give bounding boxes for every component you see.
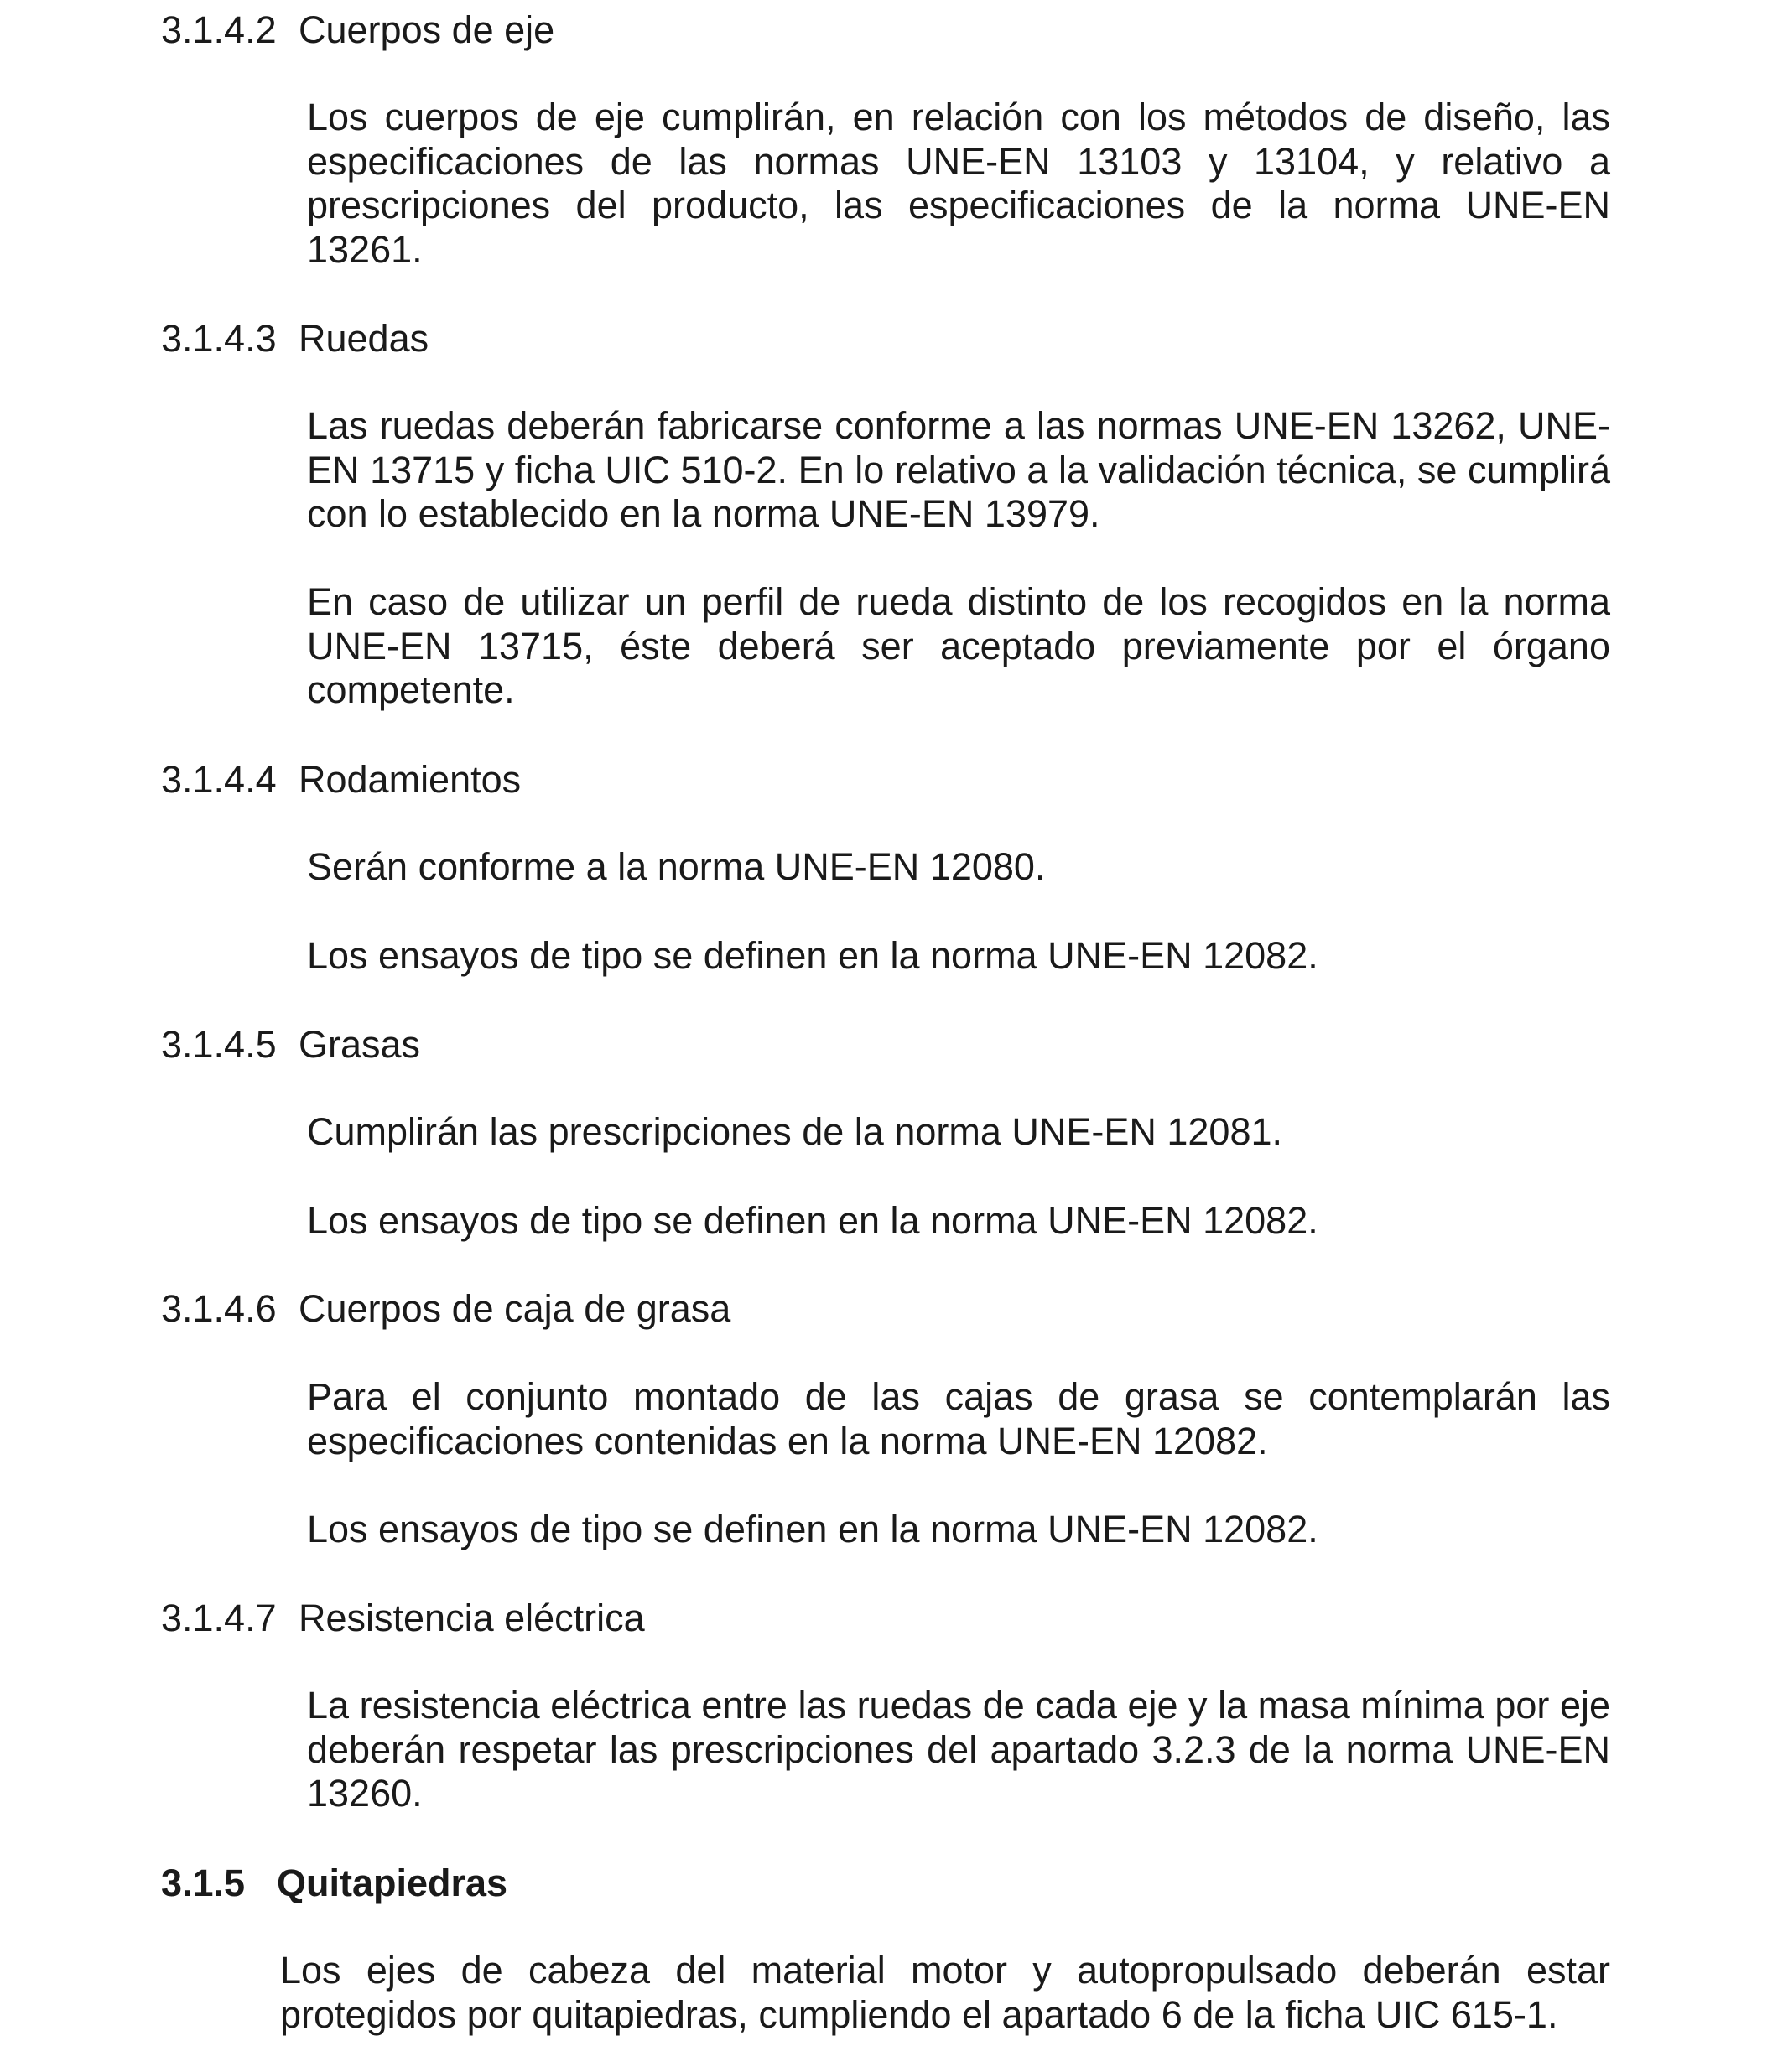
section-number: 3.1.4.3 [161, 317, 277, 360]
section-number: 3.1.5 [161, 1862, 246, 1904]
section-title: Quitapiedras [277, 1862, 508, 1904]
section-paragraph: Serán conforme a la norma UNE-EN 12080. [307, 845, 1046, 888]
section-paragraph: Los ejes de cabeza del material motor y autopropulsado deberán estar protegidos por quitapiedras, cumpliendo el apartado 6 de la ficha UIC 615-1. [280, 1949, 1610, 2036]
section-title: Cuerpos de eje [299, 8, 555, 51]
section-heading [161, 1862, 507, 1905]
section-title: Rodamientos [299, 758, 522, 801]
section-paragraph: Cumplirán las prescripciones de la norma UNE-EN 12081. [307, 1110, 1283, 1153]
section-heading [161, 317, 429, 361]
section-title: Cuerpos de caja de grasa [299, 1287, 731, 1330]
section-paragraph: En caso de utilizar un perfil de rueda distinto de los recogidos en la norma UNE-EN 13715, éste deberá ser aceptado previamente por el órgano competente. [307, 580, 1610, 711]
section-heading [161, 8, 554, 52]
section-paragraph: Los ensayos de tipo se definen en la norma UNE-EN 12082. [307, 1508, 1318, 1550]
section-title: Grasas [299, 1023, 421, 1066]
section-number: 3.1.4.7 [161, 1597, 277, 1639]
section-heading [161, 1023, 420, 1067]
section-paragraph: Los ensayos de tipo se definen en la norma UNE-EN 12082. [307, 1199, 1318, 1242]
section-paragraph: Para el conjunto montado de las cajas de grasa se contemplarán las especificaciones contenidas en la norma UNE-EN 12082. [307, 1375, 1610, 1462]
section-number: 3.1.4.5 [161, 1023, 277, 1066]
section-heading [161, 758, 521, 802]
section-heading [161, 1597, 645, 1640]
section-paragraph: Los cuerpos de eje cumplirán, en relación con los métodos de diseño, las especificaciones de las normas UNE-EN 13103 y 13104, y relativo a prescripciones del producto, las especificaciones de la norma UNE-EN 13261. [307, 96, 1610, 271]
section-paragraph: Las ruedas deberán fabricarse conforme a las normas UNE-EN 13262, UNE-EN 13715 y ficha UIC 510-2. En lo relativo a la validación técnica, se cumplirá con lo establecido en la norma UNE-EN 13979. [307, 404, 1610, 535]
section-title: Ruedas [299, 317, 429, 360]
section-paragraph: La resistencia eléctrica entre las ruedas de cada eje y la masa mínima por eje deberán respetar las prescripciones del apartado 3.2.3 de la norma UNE-EN 13260. [307, 1684, 1610, 1815]
section-number: 3.1.4.6 [161, 1287, 277, 1330]
section-paragraph: Los ensayos de tipo se definen en la norma UNE-EN 12082. [307, 934, 1318, 977]
section-number: 3.1.4.4 [161, 758, 277, 801]
section-number: 3.1.4.2 [161, 8, 277, 51]
section-title: Resistencia eléctrica [299, 1597, 645, 1639]
section-heading [161, 1287, 730, 1331]
